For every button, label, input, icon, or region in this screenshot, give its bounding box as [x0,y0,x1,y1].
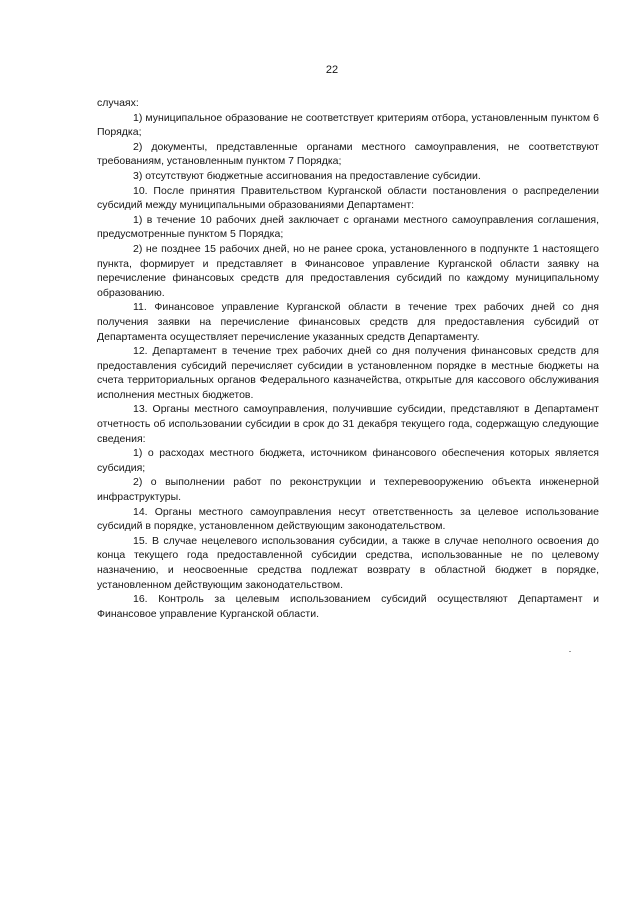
paragraph-clause-10-item-1: 1) в течение 10 рабочих дней заключает с органами местного самоуправления соглашения, предусмотренные пунктом 5 Порядка; [97,213,599,241]
paragraph-item-2: 2) документы, представленные органами местного самоуправления, не соответствуют требованиям, установленным пунктом 7 Порядка; [97,140,599,168]
paragraph-item-1: 1) муниципальное образование не соответствует критериям отбора, установленным пунктом 6 Порядка; [97,111,599,139]
paragraph-clause-15: 15. В случае нецелевого использования субсидии, а также в случае неполного освоения до конца текущего года предоставленной субсидии средства, использованные не по целевому назначению, и неосвоенные средства подлежат возврату в областной бюджет в порядке, установленном действующим законодательством. [97,534,599,591]
paragraph-clause-12: 12. Департамент в течение трех рабочих дней со дня получения финансовых средств для предоставления субсидий перечисляет субсидии в установленном порядке в местные бюджеты на счета территориальных органов Федерального казначейства, открытые для кассового обслуживания исполнения местных бюджетов. [97,345,599,401]
paragraph-clause-10: 10. После принятия Правительством Курганской области постановления о распределении субсидий между муниципальными образованиями Департамент: [97,184,599,212]
paragraph-continuation: случаях: [97,97,139,109]
paragraph-item-3: 3) отсутствуют бюджетные ассигнования на предоставление субсидии. [133,169,481,182]
paragraph-clause-13-item-2: 2) о выполнении работ по реконструкции и техперевооружению объекта инженерной инфраструктуры. [97,476,599,504]
paragraph-clause-16: 16. Контроль за целевым использованием субсидий осуществляют Департамент и Финансовое управление Курганской области. [97,593,599,620]
scan-speck [569,651,571,652]
paragraph-clause-10-item-2: 2) не позднее 15 рабочих дней, но не ранее срока, установленного в подпункте 1 настоящего пункта, формирует и представляет в Финансовое управление Курганской области заявку на перечисление финансовых средств для предоставления субсидий по каждому муниципальному образованию. [97,242,599,299]
paragraph-clause-13-item-1: 1) о расходах местного бюджета, источником финансового обеспечения которых является субсидия; [97,447,599,474]
document-body [97,96,599,621]
paragraph-clause-11: 11. Финансовое управление Курганской области в течение трех рабочих дней со дня получения заявки на перечисление финансовых средств для предоставления субсидий от Департамента осуществляет перечисление указанных средств Департаменту. [97,301,599,343]
page-number: 22 [325,64,339,76]
paragraph-clause-14: 14. Органы местного самоуправления несут ответственность за целевое использование субсидий в порядке, установленном действующим законодательством. [97,505,599,533]
paragraph-clause-13: 13. Органы местного самоуправления, получившие субсидии, представляют в Департамент отчетность об использовании субсидии в срок до 31 декабря текущего года, содержащую следующие сведения: [97,403,599,445]
